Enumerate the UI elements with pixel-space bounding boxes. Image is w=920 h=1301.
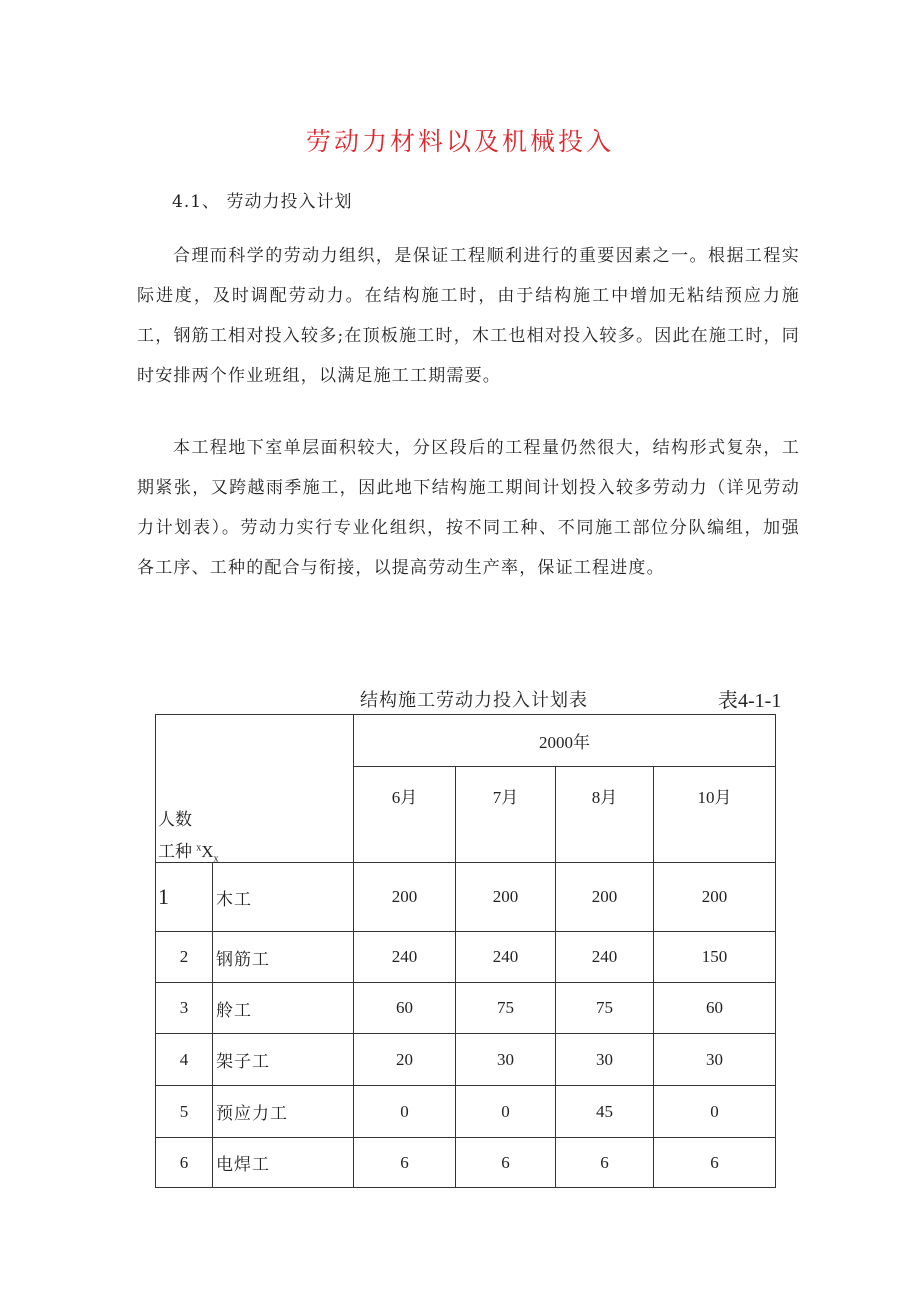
row-value: 6 (354, 1138, 456, 1188)
row-value: 60 (354, 983, 456, 1034)
corner-mark: X (201, 842, 214, 861)
month-header-7: 7月 (456, 767, 556, 863)
row-value: 200 (654, 863, 776, 932)
row-index: 5 (156, 1086, 213, 1138)
row-value: 240 (456, 932, 556, 983)
row-value: 200 (556, 863, 654, 932)
row-value: 0 (654, 1086, 776, 1138)
section-heading: 4.1、 劳动力投入计划 (172, 192, 353, 212)
row-index: 3 (156, 983, 213, 1034)
table-corner-cell (156, 715, 354, 863)
row-value: 240 (556, 932, 654, 983)
row-trade: 架子工 (213, 1034, 354, 1086)
paragraph-1: 合理而科学的劳动力组织，是保证工程顺利进行的重要因素之一。根据工程实际进度，及时调配劳动力。在结构施工时，由于结构施工中增加无粘结预应力施工，钢筋工相对投入较多;在顶板施工时，木工也相对投入较多。因此在施工时，同时安排两个作业班组，以满足施工工期需要。 (137, 246, 800, 386)
row-index: 2 (156, 932, 213, 983)
row-index: 6 (156, 1138, 213, 1188)
month-header-8: 8月 (556, 767, 654, 863)
table-row (156, 1138, 776, 1188)
row-value: 0 (354, 1086, 456, 1138)
table-row (156, 983, 776, 1034)
corner-trade-text: 工种 (158, 842, 192, 861)
row-trade: 木工 (213, 863, 354, 932)
row-value: 240 (354, 932, 456, 983)
table-row (156, 932, 776, 983)
row-value: 30 (654, 1034, 776, 1086)
row-trade: 钢筋工 (213, 932, 354, 983)
page-title: 劳动力材料以及机械投入 (305, 127, 614, 156)
corner-mark-sup: x (196, 842, 202, 854)
corner-label-count: 人数 (158, 810, 192, 829)
row-trade: 电焊工 (213, 1138, 354, 1188)
row-trade: 预应力工 (213, 1086, 354, 1138)
row-value: 75 (456, 983, 556, 1034)
row-value: 45 (556, 1086, 654, 1138)
year-header: 2000年 (354, 715, 776, 767)
row-value: 60 (654, 983, 776, 1034)
row-value: 200 (354, 863, 456, 932)
corner-label-trade (158, 837, 219, 864)
row-value: 6 (556, 1138, 654, 1188)
corner-mark-sub: x (213, 853, 219, 865)
row-value: 75 (556, 983, 654, 1034)
row-trade: 舲工 (213, 983, 354, 1034)
row-value: 20 (354, 1034, 456, 1086)
table-row (156, 1034, 776, 1086)
table-caption: 结构施工劳动力投入计划表 (360, 690, 588, 711)
month-header-10: 10月 (654, 767, 776, 863)
paragraph-2: 本工程地下室单层面积较大，分区段后的工程量仍然很大，结构形式复杂，工期紧张，又跨越雨季施工，因此地下结构施工期间计划投入较多劳动力（详见劳动力计划表）。劳动力实行专业化组织，按不同工种、不同施工部位分队编组，加强各工序、工种的配合与衔接，以提高劳动生产率，保证工程进度。 (137, 438, 800, 578)
row-value: 30 (556, 1034, 654, 1086)
labor-plan-table (155, 714, 776, 1188)
month-header-6: 6月 (354, 767, 456, 863)
table-row (156, 863, 776, 932)
row-value: 150 (654, 932, 776, 983)
row-value: 200 (456, 863, 556, 932)
row-value: 0 (456, 1086, 556, 1138)
row-value: 6 (456, 1138, 556, 1188)
row-value: 6 (654, 1138, 776, 1188)
table-number: 表4-1-1 (718, 690, 782, 712)
row-index: 4 (156, 1034, 213, 1086)
row-value: 30 (456, 1034, 556, 1086)
row-index: 1 (156, 863, 213, 932)
table-row (156, 1086, 776, 1138)
